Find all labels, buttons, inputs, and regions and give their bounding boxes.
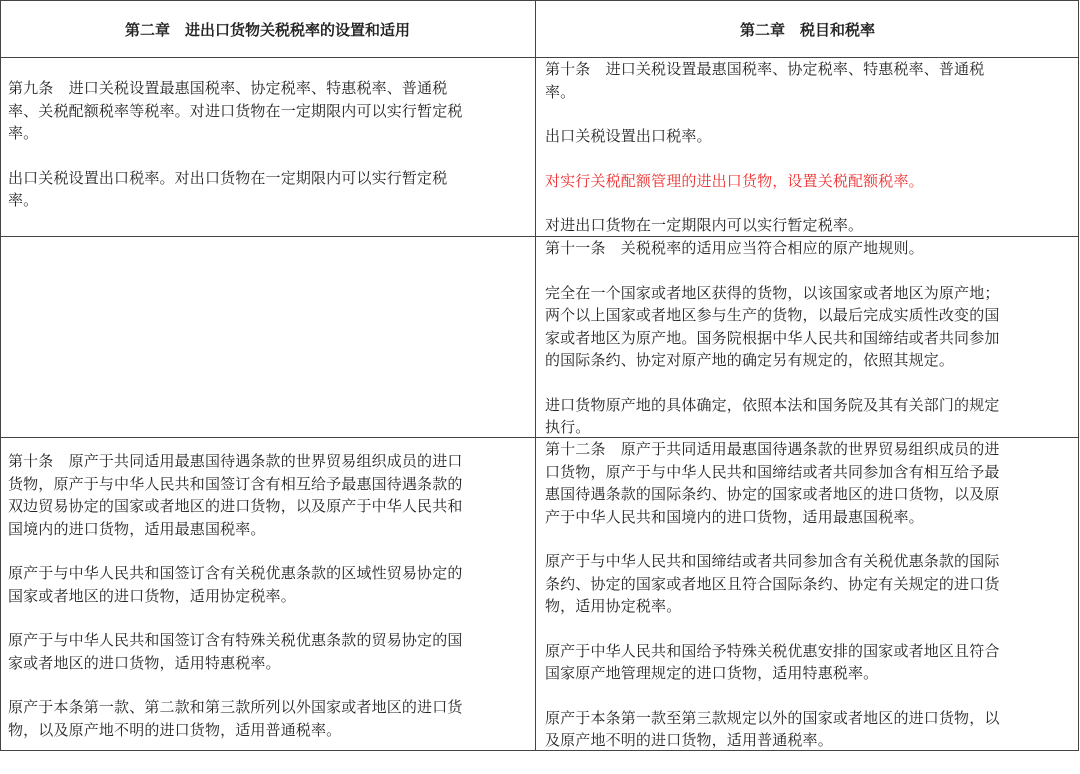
article-10-old-para-4: 原产于本条第一款、第二款和第三款所列以外国家或者地区的进口货 物，以及原产地不明的进口货物，适用普通税率。 bbox=[8, 698, 463, 739]
article-10-old-para-2: 原产于与中华人民共和国签订含有关税优惠条款的区域性贸易协定的 国家或者地区的进口货物，适用协定税率。 bbox=[8, 564, 463, 605]
article-10-old-para-3: 原产于与中华人民共和国签订含有特殊关税优惠条款的贸易协定的国 家或者地区的进口货物，适用特惠税率。 bbox=[8, 631, 463, 672]
left-column-header: 第二章 进出口货物关税税率的设置和适用 bbox=[124, 20, 410, 39]
row3-left-cell bbox=[8, 450, 530, 763]
article-11-para-3: 进口货物原产地的具体确定，依照本法和国务院及其有关部门的规定 执行。 bbox=[545, 395, 1000, 436]
article-12-para-1: 第十二条 原产于共同适用最惠国待遇条款的世界贸易组织成员的进 口货物，原产于与中华人民共和国缔结或者共同参加含有相互给予最 惠国待遇条款的国际条约、协定的国家或者地区的进口货物，以及原 产于中华人民共和国境内的进口货物，适用最惠国税率。 bbox=[545, 440, 1000, 526]
column-divider bbox=[535, 0, 536, 751]
article-10-new-para-2: 出口关税设置出口税率。 bbox=[545, 127, 712, 145]
article-9-para-1: 第九条 进口关税设置最惠国税率、协定税率、特惠税率、普通税 率、关税配额税率等税率。对进口货物在一定期限内可以实行暂定税 率。 bbox=[8, 79, 463, 142]
article-10-new-para-4: 对进出口货物在一定期限内可以实行暂定税率。 bbox=[545, 216, 864, 234]
article-10-old-para-1: 第十条 原产于共同适用最惠国待遇条款的世界贸易组织成员的进口 货物，原产于与中华人民共和国签订含有相互给予最惠国待遇条款的 双边贸易协定的国家或者地区的进口货物，以及原产于中华人民共和 国境内的进口货物，适用最惠国税率。 bbox=[8, 452, 463, 538]
row3-right-cell bbox=[545, 438, 1075, 774]
article-12-para-4: 原产于本条第一款至第三款规定以外的国家或者地区的进口货物，以 及原产地不明的进口货物，适用普通税率。 bbox=[545, 708, 1000, 749]
article-12-para-2: 原产于与中华人民共和国缔结或者共同参加含有关税优惠条款的国际 条约、协定的国家或者地区且符合国际条约、协定有关规定的进口货 物，适用协定税率。 bbox=[545, 552, 1000, 615]
row1-left-cell bbox=[8, 77, 530, 234]
right-column-header: 第二章 税目和税率 bbox=[739, 20, 875, 39]
row1-right-cell bbox=[545, 58, 1075, 259]
article-10-new-para-3-highlight: 对实行关税配额管理的进出口货物，设置关税配额税率。 bbox=[545, 171, 924, 190]
article-9-para-2: 出口关税设置出口税率。对出口货物在一定期限内可以实行暂定税 率。 bbox=[8, 168, 448, 209]
row2-right-cell bbox=[545, 237, 1075, 461]
article-11-para-1: 第十一条 关税税率的适用应当符合相应的原产地规则。 bbox=[545, 239, 924, 257]
article-12-para-3: 原产于中华人民共和国给予特殊关税优惠安排的国家或者地区且符合 国家原产地管理规定的进口货物，适用特惠税率。 bbox=[545, 641, 1000, 682]
article-10-new-para-1: 第十条 进口关税设置最惠国税率、协定税率、特惠税率、普通税 率。 bbox=[545, 60, 985, 101]
article-11-para-2: 完全在一个国家或者地区获得的货物，以该国家或者地区为原产地； 两个以上国家或者地区参与生产的货物，以最后完成实质性改变的国 家或者地区为原产地。国务院根据中华人民共和国缔结或者共同参加 的国际条约、协定对原产地的确定另有规定的，依照其规定。 bbox=[545, 283, 1000, 369]
